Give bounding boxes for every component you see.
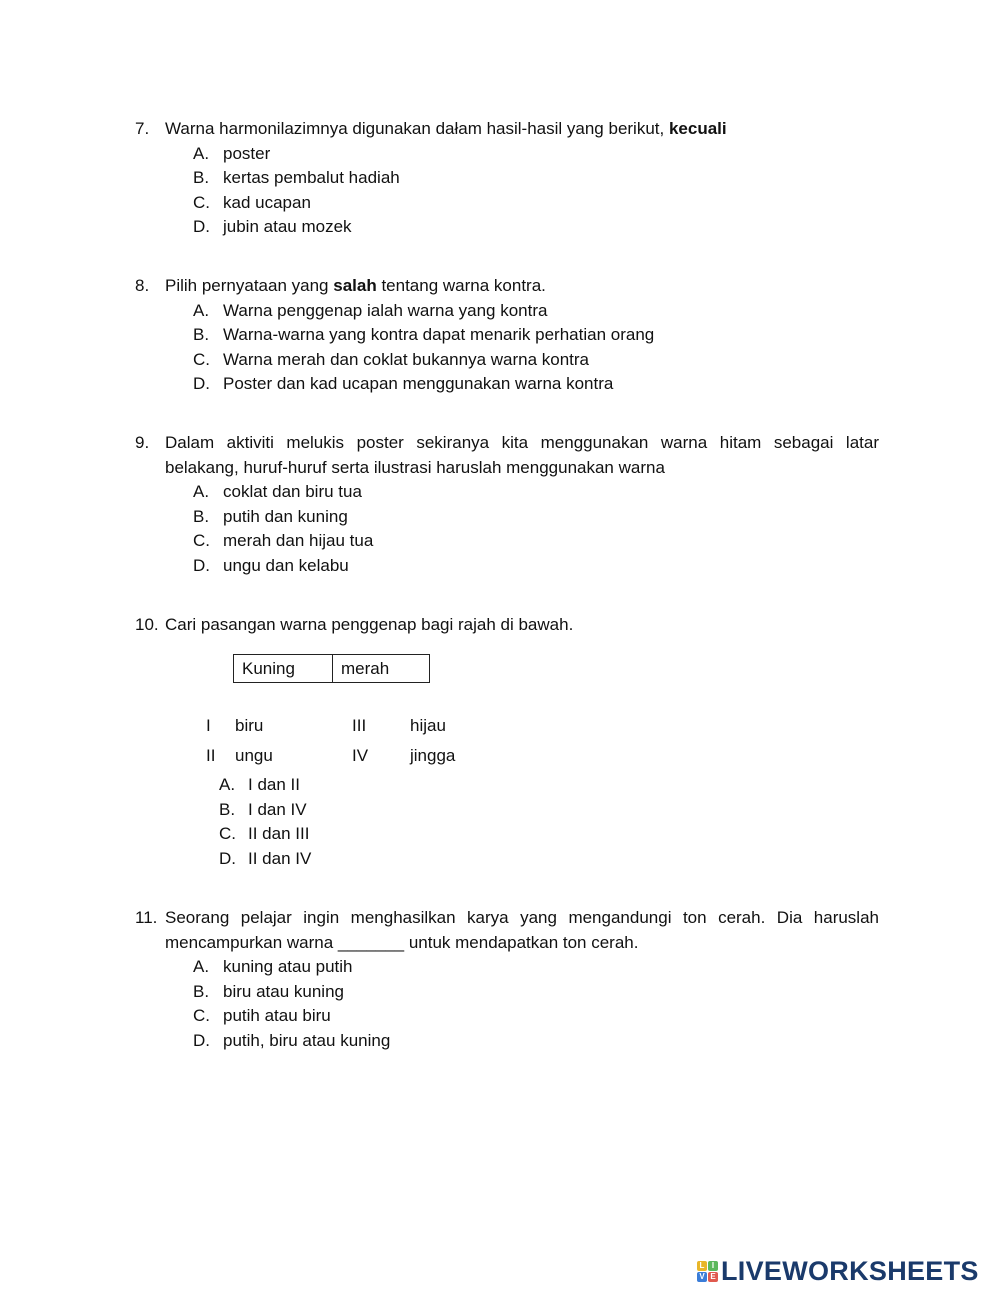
option-a[interactable]: A. poster bbox=[193, 143, 271, 163]
logo-tile: L bbox=[697, 1261, 707, 1271]
option-d[interactable]: D. ungu dan kelabu bbox=[193, 555, 349, 575]
logo-grid-icon bbox=[697, 1261, 718, 1282]
option-d[interactable]: D. putih, biru atau kuning bbox=[193, 1030, 391, 1050]
question-7 bbox=[135, 117, 879, 240]
color-table bbox=[233, 654, 430, 683]
option-c[interactable]: C. putih atau biru bbox=[193, 1006, 331, 1026]
roman-item-text: ungu bbox=[235, 746, 273, 765]
question-number: 9. bbox=[135, 433, 150, 452]
logo-tile: I bbox=[708, 1261, 718, 1271]
roman-numeral: III bbox=[352, 716, 367, 735]
logo-tile: V bbox=[697, 1272, 707, 1282]
option-a[interactable]: A. Warna penggenap ialah warna yang kontra bbox=[193, 300, 548, 320]
option-b[interactable]: B. biru atau kuning bbox=[193, 981, 344, 1001]
options-list bbox=[193, 955, 879, 1053]
option-c[interactable]: C. merah dan hijau tua bbox=[193, 531, 374, 551]
question-11 bbox=[135, 906, 879, 1054]
option-b[interactable]: B. putih dan kuning bbox=[193, 506, 348, 526]
option-d[interactable]: D. jubin atau mozek bbox=[193, 217, 352, 237]
logo-wordmark: LIVEWORKSHEETS bbox=[721, 1255, 979, 1286]
question-number: 11. bbox=[135, 908, 158, 927]
option-b[interactable]: B. Warna-warna yang kontra dapat menarik perhatian orang bbox=[193, 325, 655, 345]
option-b[interactable]: B. kertas pembalut hadiah bbox=[193, 168, 400, 188]
option-a[interactable]: A. coklat dan biru tua bbox=[193, 482, 362, 502]
option-c[interactable]: C. II dan III bbox=[219, 824, 310, 844]
roman-numeral: II bbox=[206, 746, 216, 765]
question-text: Dalam aktiviti melukis poster sekiranya kita menggunakan warna hitam sebagai latar belakang, huruf-huruf serta ilustrasi haruslah menggunakan warna bbox=[165, 433, 879, 477]
question-text: Seorang pelajar ingin menghasilkan karya yang mengandungi ton cerah. Dia haruslah mencampurkan warna _______ untuk mendapatkan ton cerah. bbox=[165, 908, 879, 952]
question-text: Warna harmonilazimnya digunakan dałam hasil-hasil yang berikut, kecuali bbox=[165, 119, 727, 138]
question-8 bbox=[135, 274, 879, 397]
option-b[interactable]: B. I dan IV bbox=[219, 799, 307, 819]
roman-numeral: I bbox=[206, 716, 211, 735]
options-list bbox=[193, 480, 879, 578]
option-d[interactable]: D. Poster dan kad ucapan menggunakan warna kontra bbox=[193, 374, 614, 394]
question-number: 8. bbox=[135, 276, 150, 295]
liveworksheets-logo bbox=[697, 1256, 979, 1286]
table-cell: Kuning bbox=[234, 655, 333, 683]
question-number: 10. bbox=[135, 615, 159, 634]
option-a[interactable]: A. I dan II bbox=[219, 775, 300, 794]
option-d[interactable]: D. II dan IV bbox=[219, 848, 312, 868]
options-list bbox=[219, 773, 519, 871]
roman-numeral: IV bbox=[352, 746, 369, 765]
question-9 bbox=[135, 431, 879, 579]
option-a[interactable]: A. kuning atau putih bbox=[193, 957, 353, 977]
roman-item-text: hijau bbox=[410, 716, 446, 735]
logo-tile: E bbox=[708, 1272, 718, 1282]
emphasis-word: salah bbox=[333, 276, 377, 295]
question-10 bbox=[135, 613, 879, 638]
question-text: Pilih pernyataan yang salah tentang warna kontra. bbox=[165, 276, 546, 295]
option-c[interactable]: C. Warna merah dan coklat bukannya warna kontra bbox=[193, 349, 590, 369]
emphasis-word: kecuali bbox=[668, 119, 727, 138]
question-text: Cari pasangan warna penggenap bagi rajah di bawah. bbox=[165, 615, 574, 634]
option-c[interactable]: C. kad ucapan bbox=[193, 192, 311, 212]
options-list bbox=[193, 142, 879, 240]
question-number: 7. bbox=[135, 119, 150, 138]
options-list bbox=[193, 299, 879, 397]
roman-item-text: jingga bbox=[410, 746, 456, 765]
roman-item-text: biru bbox=[235, 716, 264, 735]
table-cell: merah bbox=[333, 655, 430, 683]
